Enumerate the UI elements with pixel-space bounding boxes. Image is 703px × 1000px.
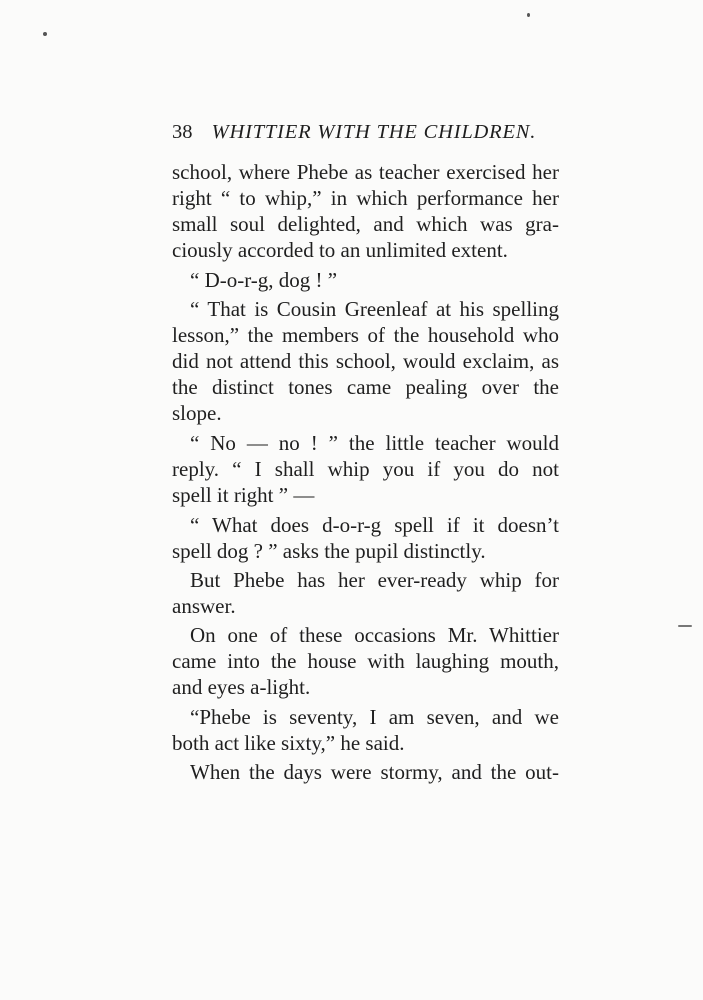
ink-speck xyxy=(678,625,692,627)
text-line: But Phebe has her ever-ready whip for xyxy=(190,568,559,592)
text-line: did not attend this school, would exclaim, as xyxy=(172,349,559,373)
text-line: “ No — no ! ” the little teacher would xyxy=(190,431,559,455)
ink-speck xyxy=(527,13,530,17)
text-line: spell it right ” — xyxy=(172,483,315,507)
text-line: right “ to whip,” in which performance her xyxy=(172,186,559,210)
text-line: “ D-o-r-g, dog ! ” xyxy=(190,268,338,292)
text-line: spell dog ? ” asks the pupil distinctly. xyxy=(172,539,486,563)
ink-speck xyxy=(43,32,47,36)
text-line: “ That is Cousin Greenleaf at his spelling xyxy=(190,297,559,321)
text-line: “ What does d-o-r-g spell if it doesn’t xyxy=(190,513,559,537)
text-line: ciously accorded to an unlimited extent. xyxy=(172,238,508,262)
text-line: and eyes a-light. xyxy=(172,675,311,699)
text-line: school, where Phebe as teacher exercised her xyxy=(172,160,559,184)
text-line: answer. xyxy=(172,594,236,618)
text-line: the distinct tones came pealing over the xyxy=(172,375,559,399)
text-line: slope. xyxy=(172,401,222,425)
text-line: reply. “ I shall whip you if you do not xyxy=(172,457,559,481)
page-number: 38 xyxy=(172,121,193,143)
text-line: both act like sixty,” he said. xyxy=(172,731,405,755)
text-line: On one of these occasions Mr. Whittier xyxy=(190,623,559,647)
text-line: lesson,” the members of the household who xyxy=(172,323,559,347)
text-line: When the days were stormy, and the out- xyxy=(190,760,559,784)
text-line: small soul delighted, and which was gra- xyxy=(172,212,559,236)
running-title: WHITTIER WITH THE CHILDREN. xyxy=(211,121,537,143)
text-line: came into the house with laughing mouth, xyxy=(172,649,559,673)
running-header xyxy=(172,120,559,144)
text-line: “Phebe is seventy, I am seven, and we xyxy=(190,705,559,729)
